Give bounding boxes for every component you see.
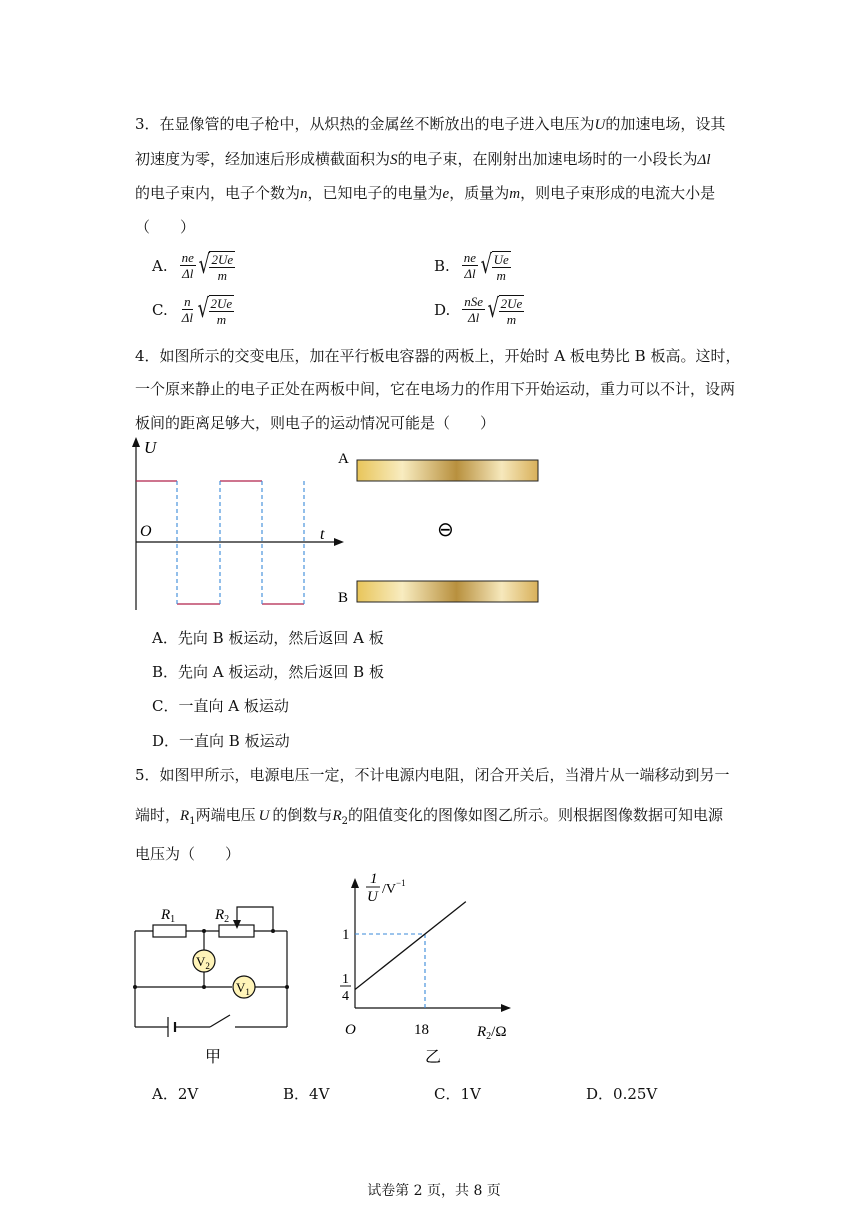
q4-option-c: C．一直向 A 板运动 [152,697,289,715]
circuit-caption: 甲 [205,1047,222,1066]
q4-line3: 板间的距离足够大，则电子的运动情况可能是（ ） [135,414,496,432]
option-sqrt: √ $\frac{2Ue}{m}$ [487,294,523,327]
q3-line2: 初速度为零，经加速后形成横截面积为S的电子束，在刚射出加速电场时的一小段长为Δl [135,150,711,168]
q4-line1: 4．如图所示的交变电压，加在平行板电容器的两板上，开始时 A 板电势比 B 板高。这时， [135,347,741,365]
option-fraction: $\frac{ne}{\Delta l}$ [463,250,477,281]
q5-tick-quarter-den: 4 [342,989,349,1004]
q5-circuit-figure [125,895,300,1070]
q4-option-d: D．一直向 B 板运动 [152,732,290,750]
q5-y-unit: $/V^{-1}$ [382,878,406,897]
q5-y-label-num: 1 [370,871,378,887]
option-label: B. [434,256,450,275]
q5-option-c: C．1V [434,1085,481,1103]
q5-option-d: D．0.25V [586,1085,658,1103]
option-label: C. [152,300,168,319]
q5-tick-18: 18 [414,1022,429,1038]
q5-tick-quarter-num: 1 [342,972,349,987]
plate-b-label: B [338,590,349,606]
q4-x-label: t [320,526,325,543]
q4-origin: O [140,523,152,540]
option-sqrt: √ $\frac{Ue}{m}$ [480,250,509,283]
v1-label: $V_1$ [236,980,250,997]
q5-tick-1: 1 [342,927,350,943]
electron-icon: ⊖ [437,517,454,541]
r1-label: $R_1$ [161,907,176,925]
q4-line2: 一个原来静止的电子正处在两板中间，它在电场力的作用下开始运动，重力可以不计，设两 [135,380,736,398]
q5-line1: 5．如图甲所示，电源电压一定，不计电源内电阻，闭合开关后，当滑片从一端移动到另一 [135,766,730,784]
q3-paren: （ ） [135,218,196,236]
q4-figure [120,435,560,615]
q5-graph-figure [325,870,535,1070]
q5-data-line [355,902,466,990]
q4-option-a: A．先向 B 板运动，然后返回 A 板 [152,629,384,647]
q5-option-a: A．2V [152,1085,199,1103]
q5-guide-lines [355,934,425,1008]
plate-a [357,460,538,481]
option-fraction: $\frac{n}{\Delta l}$ [181,294,193,325]
q3-option-d [434,292,524,327]
q5-option-b: B．4V [283,1085,330,1103]
option-fraction: $\frac{ne}{\Delta l}$ [181,250,194,281]
q4-y-label: U [144,438,157,457]
q5-origin: O [345,1022,356,1038]
q3-option-b [434,248,511,283]
q3-option-a [152,248,235,283]
q4-option-b: B．先向 A 板运动，然后返回 B 板 [152,663,384,681]
option-label: A. [152,256,168,275]
q5-x-label: $R_2/\Omega$ [477,1024,507,1042]
r1-resistor [153,925,186,937]
q3-line3: 的电子束内，电子个数为n，已知电子的电量为e，质量为m，则电子束形成的电流大小是 [135,184,716,202]
option-sqrt: √ $\frac{2Ue}{m}$ [197,294,233,327]
v2-label: $V_2$ [196,954,210,971]
graph-caption: 乙 [425,1047,442,1066]
q3-line1: 3．在显像管的电子枪中，从炽热的金属丝不断放出的电子进入电压为U的加速电场，设其 [135,115,726,133]
page-footer: 试卷第 2 页，共 8 页 [367,1183,501,1199]
q5-line3: 电压为（ ） [135,845,241,863]
q3-option-c [152,292,234,327]
q5-line2: 端时，$R_1$两端电压 U 的倒数与$R_2$的阻值变化的图像如图乙所示。则根据图像数据可知电源 [135,806,723,827]
q5-y-label-den: U [367,889,378,905]
option-label: D. [434,300,451,319]
option-sqrt: √ $\frac{2Ue}{m}$ [198,250,234,283]
option-fraction: $\frac{\text{nSe}}{\Delta l}$ [464,294,484,325]
plate-b [357,581,538,602]
r2-label: $R_2$ [215,907,230,925]
switch [210,1015,230,1027]
plate-a-label: A [338,451,349,467]
